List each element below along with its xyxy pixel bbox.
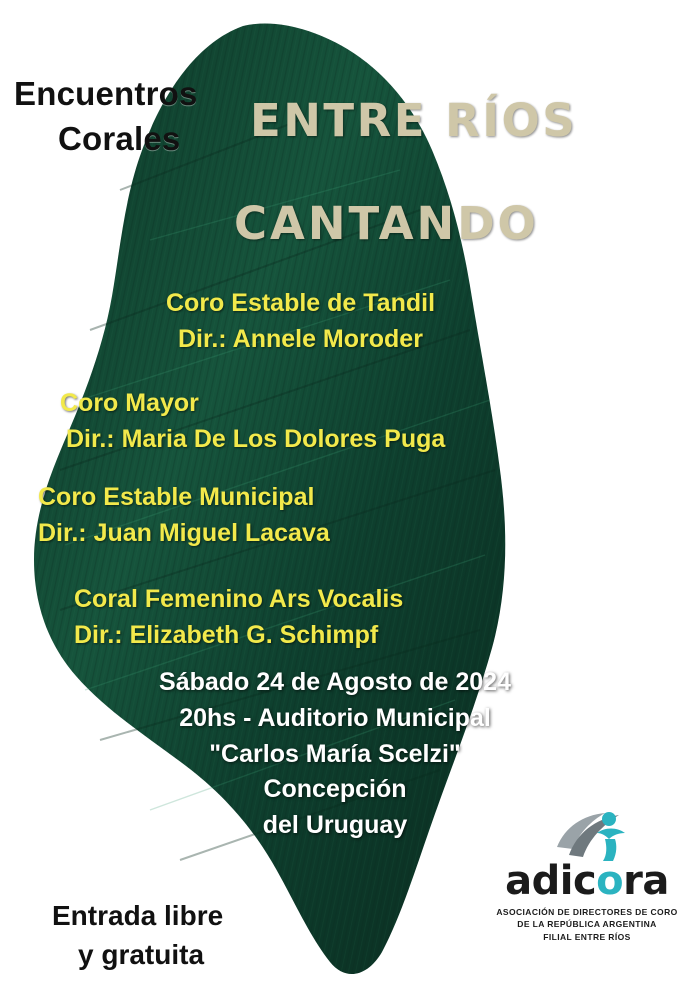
choir-director: Dir.: Maria De Los Dolores Puga [66, 424, 446, 453]
event-city-line-2: del Uruguay [262, 811, 408, 839]
event-city-line-1: Concepción [263, 775, 407, 804]
choir-name: Coral Femenino Ars Vocalis [74, 585, 404, 613]
event-details [120, 665, 550, 844]
adicora-figure-icon [539, 803, 635, 865]
choir-entry [60, 386, 445, 457]
logo-letter-a: a [505, 858, 532, 905]
logo-letters-dic: dic [531, 858, 597, 905]
choir-director: Dir.: Juan Miguel Lacava [38, 518, 330, 547]
logo-subtitle-line-2: DE LA REPÚBLICA ARGENTINA [517, 919, 657, 930]
logo-letters-ra: ra [623, 858, 669, 905]
logo-subtitle-line-3: FILIAL ENTRE RÍOS [543, 931, 631, 942]
headline-line-1: Encuentros [14, 75, 198, 112]
adicora-wordmark [492, 858, 682, 905]
title-line-2: CANTANDO [234, 197, 539, 250]
title-line-1: ENTRE RÍOS [250, 94, 578, 147]
choir-director: Dir.: Elizabeth G. Schimpf [74, 620, 379, 649]
admission-note [52, 896, 223, 974]
choir-entry [166, 286, 435, 357]
choir-entry [74, 582, 403, 653]
admission-line-2: y gratuita [78, 939, 205, 971]
event-time-venue: 20hs - Auditorio Municipal [179, 703, 491, 732]
choir-name: Coro Mayor [60, 389, 199, 417]
event-date: Sábado 24 de Agosto de 2024 [159, 668, 511, 696]
adicora-subtitle [492, 906, 682, 943]
event-venue-name: "Carlos María Scelzi" [209, 739, 461, 768]
choir-entry [38, 480, 330, 551]
adicora-logo [492, 803, 682, 943]
choir-name: Coro Estable Municipal [38, 483, 315, 511]
choir-name: Coro Estable de Tandil [166, 289, 436, 317]
logo-letter-o: o [596, 858, 624, 905]
poster-title [234, 94, 680, 250]
admission-line-1: Entrada libre [52, 900, 224, 931]
headline-line-2: Corales [58, 119, 181, 157]
headline [14, 72, 198, 161]
logo-subtitle-line-1: ASOCIACIÓN DE DIRECTORES DE CORO [496, 907, 678, 918]
choir-director: Dir.: Annele Moroder [178, 324, 423, 353]
